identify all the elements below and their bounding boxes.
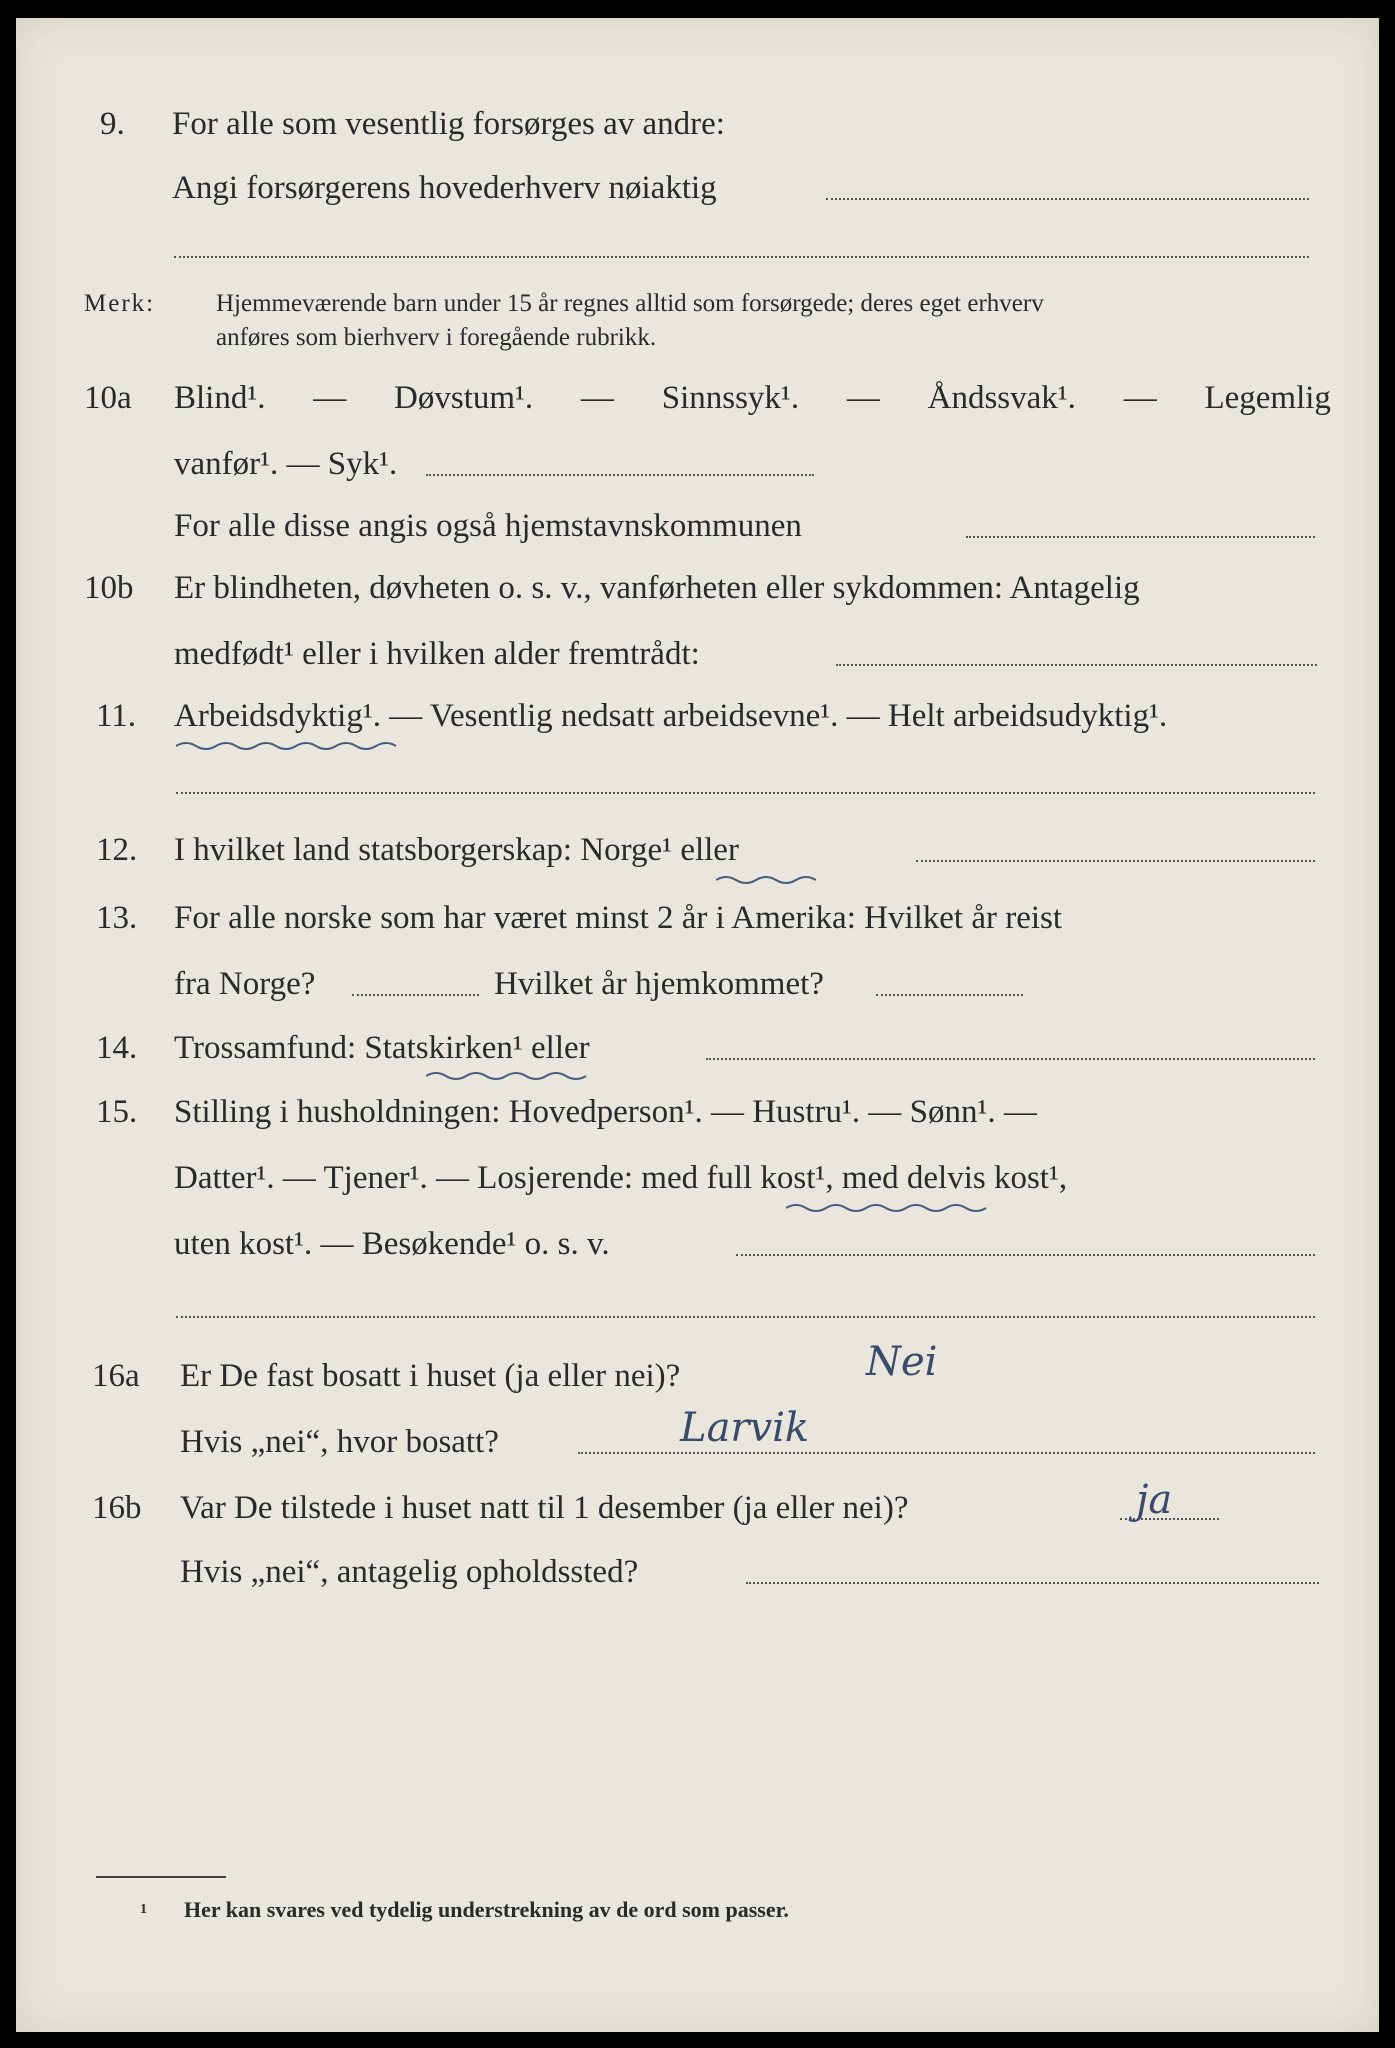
q10a-hjemstavn-answer-line[interactable] [966,506,1315,538]
q12-answer-line[interactable] [916,830,1315,862]
q15-line3: uten kost¹. — Besøkende¹ o. s. v. [174,1226,610,1262]
q10a-opt-andssvak: Åndssvak¹. [927,380,1076,416]
q15-line2: Datter¹. — Tjener¹. — Losjerende: med full kost¹, med delvis kost¹, [174,1160,1068,1196]
q10a-row-3 [16,506,1379,546]
q10a-line2: vanfør¹. — Syk¹. [174,446,398,482]
q9-answer-line[interactable] [826,168,1309,200]
q14-text: Trossamfund: Statskirken¹ eller [174,1030,590,1066]
q10b-number: 10b [84,570,134,606]
q10a-dash-4: — [1123,380,1157,416]
q12-row [16,830,1379,870]
q16a-answer1[interactable]: Nei [866,1339,938,1385]
merk-row-2 [16,320,1379,360]
q10a-opt-blind: Blind¹. [174,380,266,416]
q13-reist-answer-line[interactable] [352,964,479,996]
q9-line1: For alle som vesentlig forsørges av andre: [172,106,725,142]
q16a-row-2 [16,1405,1379,1462]
q16a-row [16,1339,1379,1396]
q13-line1: For alle norske som har været minst 2 år i Amerika: Hvilket år reist [174,900,1063,936]
merk-line1: Hjemmeværende barn under 15 år regnes alltid som forsørgede; deres eget erhverv [216,290,1044,317]
q16b-line1: Var De tilstede i huset natt til 1 desember (ja eller nei)? [180,1490,909,1526]
q12-selection-underline [716,874,816,886]
q10a-opt-sinnssyk: Sinnssyk¹. [661,380,800,416]
merk-line2: anføres som bierhverv i foregående rubrikk. [216,324,657,351]
q13-line2a: fra Norge? [174,966,316,1002]
q16b-number: 16b [92,1490,142,1526]
q13-line2b: Hvilket år hjemkommet? [494,966,824,1002]
q10b-row-2 [16,634,1379,674]
q13-row-2 [16,964,1379,1004]
q16a-answer2[interactable]: Larvik [680,1405,810,1451]
q15-selection-underline [786,1202,996,1214]
q14-selection-underline [426,1070,596,1082]
q13-row [16,898,1379,938]
q14-row [16,1028,1379,1068]
q15-line1: Stilling i husholdningen: Hovedperson¹. — Hustru¹. — Sønn¹. — [174,1094,1037,1130]
q15-row-3 [16,1224,1379,1264]
q16b-answer1[interactable]: ja [1136,1477,1173,1523]
merk-label: Merk: [84,290,156,317]
q15-extra-line[interactable] [176,1316,1315,1318]
q16a-number: 16a [92,1358,140,1394]
q11-text: Arbeidsdyktig¹. — Vesentlig nedsatt arbeidsevne¹. — Helt arbeidsudyktig¹. [174,698,1168,734]
q10a-syk-answer-line[interactable] [426,444,814,476]
footnote-text: Her kan svares ved tydelig understrekning av de ord som passer. [184,1897,789,1922]
q9-extra-line[interactable] [174,256,1309,258]
footnote-separator [96,1876,226,1878]
q16b-row-2 [16,1552,1379,1592]
q12-text: I hvilket land statsborgerskap: Norge¹ eller [174,832,739,868]
q15-row [16,1092,1379,1132]
q10a-row-2 [16,444,1379,484]
q10b-answer-line[interactable] [836,634,1317,666]
q12-number: 12. [96,832,138,868]
q10a-dash-2: — [580,380,614,416]
q10b-line2: medfødt¹ eller i hvilken alder fremtrådt: [174,636,700,672]
q13-hjemkommet-answer-line[interactable] [876,964,1023,996]
q10a-opt-dovstum: Døvstum¹. [394,380,534,416]
q10a-row [16,378,1379,418]
q15-answer-line[interactable] [736,1224,1315,1256]
q16b-line2: Hvis „nei“, antagelig opholdssted? [180,1554,639,1590]
q14-number: 14. [96,1030,138,1066]
q10a-options [174,378,1331,418]
q11-number: 11. [96,698,137,734]
q10a-dash-1: — [313,380,347,416]
q9-line2: Angi forsørgerens hovederhverv nøiaktig [172,170,717,206]
q16a-line1: Er De fast bosatt i huset (ja eller nei)? [180,1358,681,1394]
footnote-row [16,1890,1379,1930]
q16a-line2: Hvis „nei“, hvor bosatt? [180,1424,499,1460]
q11-selection-underline [176,740,406,752]
q11-row [16,696,1379,736]
q10b-row [16,568,1379,608]
q9-number: 9. [100,106,125,142]
q14-answer-line[interactable] [706,1028,1315,1060]
q9-row-2 [16,168,1379,208]
q9-row [16,104,1379,144]
q13-number: 13. [96,900,138,936]
q16b-opholdssted-answer-line[interactable] [746,1552,1319,1584]
q10a-opt-legemlig: Legemlig [1204,380,1331,416]
census-form-page [16,18,1379,2032]
q10b-line1: Er blindheten, døvheten o. s. v., vanførheten eller sykdommen: Antagelig [174,570,1140,606]
q11-extra-line[interactable] [176,792,1315,794]
q10a-line3: For alle disse angis også hjemstavnskommunen [174,508,802,544]
footnote-mark: 1 [140,1902,147,1917]
q15-row-2 [16,1158,1379,1198]
q15-number: 15. [96,1094,138,1130]
q16b-row [16,1477,1379,1528]
q10a-number: 10a [84,380,132,416]
q10a-dash-3: — [846,380,880,416]
